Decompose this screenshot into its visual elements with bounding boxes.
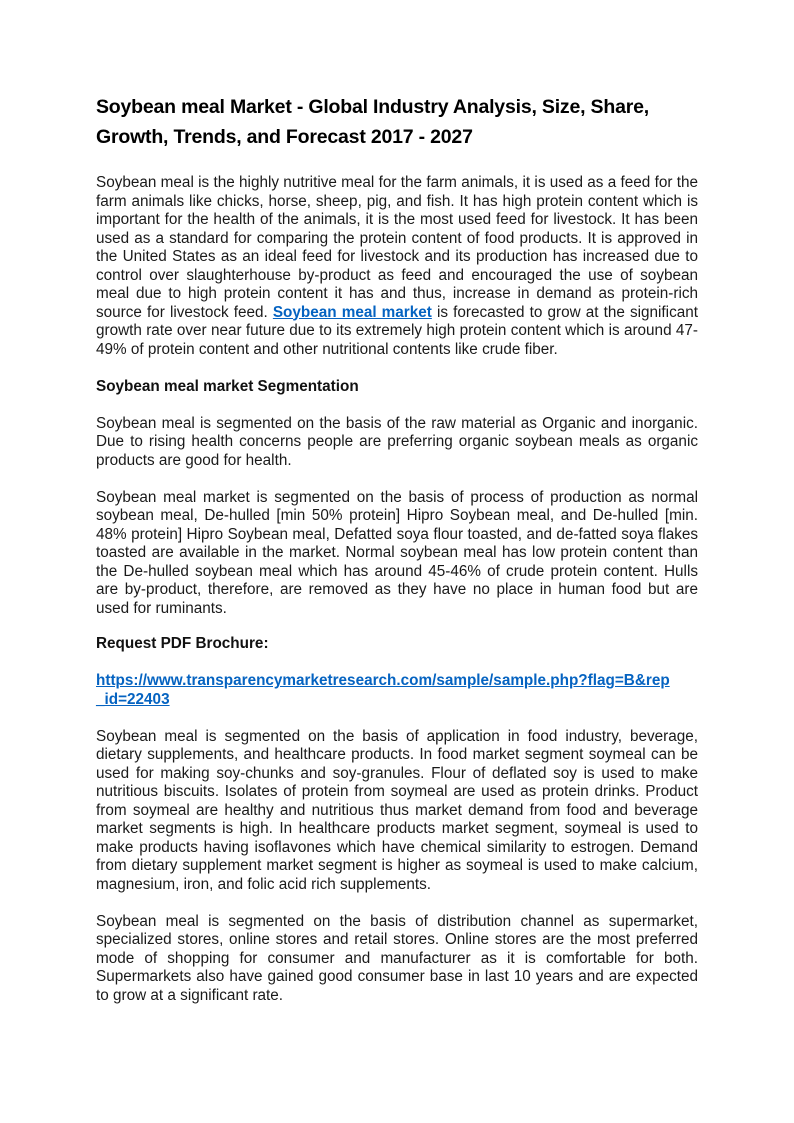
intro-text-after: is forecasted to grow at the significant growth rate over near future due to its extremely high protein content which is around 47-49% of protein content and other nutritional contents like crude fiber. xyxy=(96,303,698,358)
soybean-meal-market-link[interactable]: Soybean meal market xyxy=(272,303,432,321)
paragraph-distribution: Soybean meal is segmented on the basis of distribution channel as supermarket, specialized stores, online stores and retail stores. Online stores are the most preferred mode of shopping for consumer and manufacturer as it is comfortable for both. Supermarkets also have gained good consumer base in last 10 years and are expected to grow at a significant rate. xyxy=(96,912,698,1004)
document-page xyxy=(96,92,698,1024)
intro-paragraph xyxy=(96,174,698,359)
brochure-link-line[interactable]: _id=22403 xyxy=(96,690,170,708)
segmentation-heading: Soybean meal market Segmentation xyxy=(96,377,359,395)
brochure-link-line[interactable]: https://www.transparencymarketresearch.com/sample/sample.php?flag=B&rep xyxy=(96,672,670,689)
paragraph-application: Soybean meal is segmented on the basis of application in food industry, beverage, dietary supplements, and healthcare products. In food market segment soymeal can be used for making soy-chunks and soy-granules. Flour of deflated soy is used to make nutritious biscuits. Isolates of protein from soymeal are used as protein drinks. Product from soymeal are healthy and nutritious thus market demand from food and beverage market segments is high. In healthcare products market segment, soymeal is used to make products having isoflavones which have chemical similarity to estrogen. Demand from dietary supplement market segment is higher as soymeal is used to make calcium, magnesium, iron, and folic acid rich supplements. xyxy=(96,727,698,893)
paragraph-process: Soybean meal market is segmented on the basis of process of production as normal soybean meal, De-hulled [min 50% protein] Hipro Soybean meal, and De-hulled [min. 48% protein] Hipro Soybean meal, Defatted soya flour toasted, and de-fatted soya flakes toasted are available in the market. Normal soybean meal has low protein content than the De-hulled soybean meal which has around 45-46% of crude protein content. Hulls are by-product, therefore, are removed as they have no place in human food but are used for ruminants. xyxy=(96,488,698,617)
document-title: Soybean meal Market - Global Industry Analysis, Size, Share, Growth, Trends, and Forecast 2017 - 2027 xyxy=(96,96,649,148)
brochure-heading: Request PDF Brochure: xyxy=(96,635,269,652)
brochure-link[interactable] xyxy=(96,672,698,709)
paragraph-raw-material: Soybean meal is segmented on the basis of the raw material as Organic and inorganic. Due to rising health concerns people are preferring organic soybean meals as organic products are good for health. xyxy=(96,414,698,469)
brochure-link-paragraph xyxy=(96,672,698,709)
intro-text-before: Soybean meal is the highly nutritive meal for the farm animals, it is used as a feed for the farm animals like chicks, horse, sheep, pig, and fish. It has high protein content which is important for the health of the animals, it is the most used feed for livestock. It has been used as a standard for comparing the protein content of food products. It is approved in the United States as an ideal feed for livestock and its production has increased due to control over slaughterhouse by-product as feed and encouraged the use of soybean meal due to high protein content it has and thus, increase in demand as protein-rich source for livestock feed. xyxy=(96,174,698,321)
